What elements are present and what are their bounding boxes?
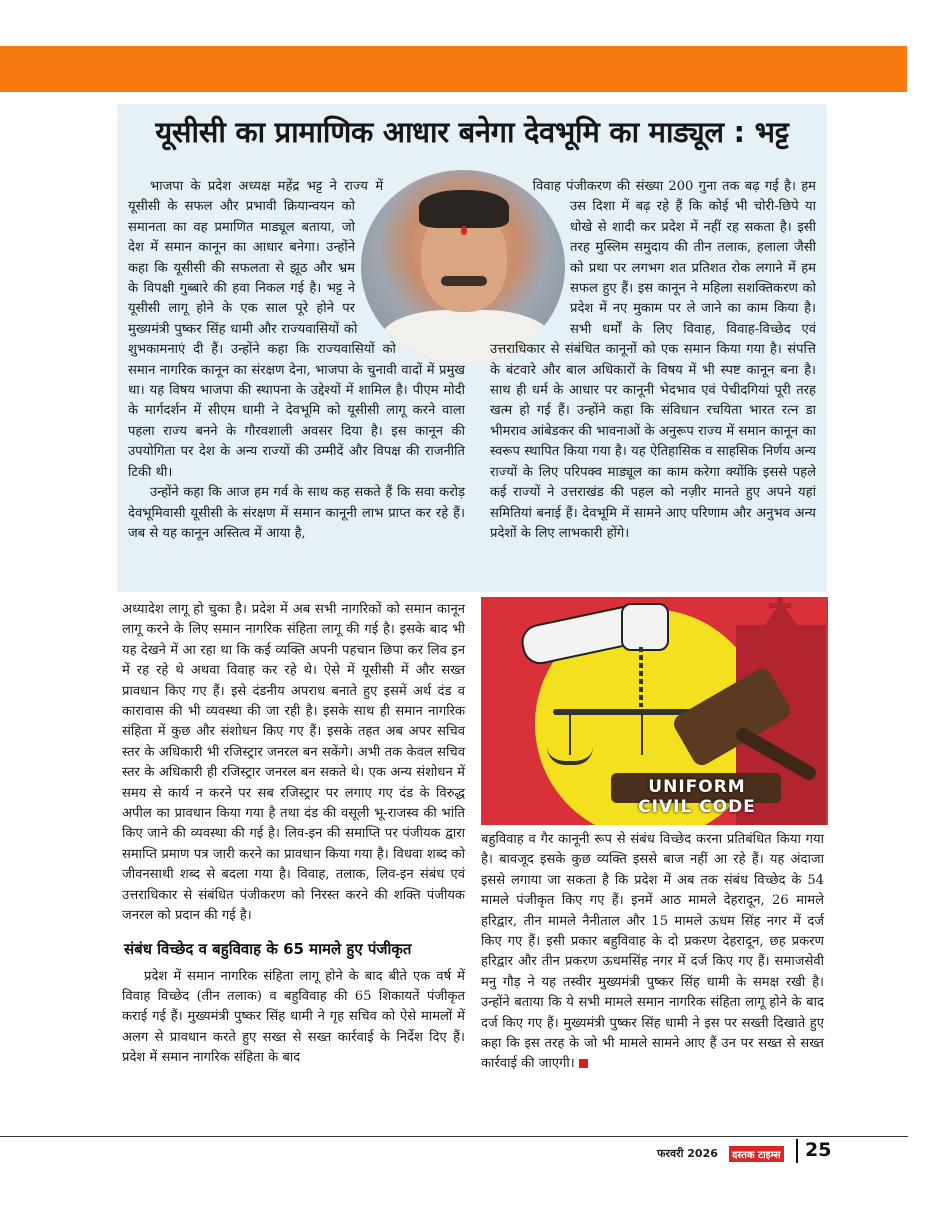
chain-icon bbox=[639, 647, 643, 707]
intro-left-paragraph-2: उन्होंने कहा कि आज हम गर्व के साथ कह सकते हैं कि सवा करोड़ देवभूमिवासी यूसीसी के संरक्षण में समान कानूनी लाभ प्राप्त कर रहे हैं। जब से यह कानून अस्तित्व में आया है, bbox=[128, 485, 465, 541]
cross-icon bbox=[777, 597, 783, 619]
body-column-right bbox=[481, 830, 824, 1075]
body-right-text: बहुविवाह व गैर कानूनी रूप से संबंध विच्छेद करना प्रतिबंधित किया गया है। बावजूद इसके कुछ व्यक्ति इससे बाज नहीं आ रहे हैं। यह अंदाजा इससे लगाया जा सकता है कि प्रदेश में अब तक संबंध विच्छेद के 54 मामले पंजीकृत किए गए हैं। इनमें आठ मामले देहरादून, 26 मामले हरिद्वार, तीन मामले नैनीताल और 15 मामले ऊधम सिंह नगर में दर्ज किए गए हैं। इसी प्रकार बहुविवाह के दो प्रकरण देहरादून, छह प्रकरण हरिद्वार और तीन प्रकरण ऊधमसिंह नगर में दर्ज किए गए हैं। समाजसेवी मनु गौड़ ने यह तस्वीर मुख्यमंत्री पुष्कर सिंह धामी के समक्ष रखी है। उन्होंने बताया कि ये सभी मामले समान नागरिक संहिता लागू होने के बाद दर्ज किए गए हैं। मुख्यमंत्री पुष्कर सिंह धामी ने इस पर सख्ती दिखाते हुए कहा कि इस तरह के जो भी मामले सामने आए हैं उन पर सख्त से सख्त कार्रवाई की जाएगी। bbox=[481, 832, 824, 1072]
end-square-icon bbox=[579, 1059, 588, 1068]
footer-date: फरवरी 2026 bbox=[657, 1147, 718, 1160]
intro-left-paragraph-1: भाजपा के प्रदेश अध्यक्ष महेंद्र भट्ट ने राज्य में यूसीसी के सफल और प्रभावी क्रियान्वयन को समानता का वह प्रमाणित माड्यूल बताया, जो देश में समान कानून का आधार बनेगा। उन्होंने कहा कि यूसीसी की सफलता से झूठ और भ्रम के विपक्षी गुब्बारे की हवा निकल गई है। भट्ट ने यूसीसी लागू होने के एक साल पूरे होने पर मुख्यमंत्री पुष्कर सिंह धामी और राज्यवासियों को शुभकामनाएं दी हैं। उन्होंने कहा कि राज्यवासियों को समान नागरिक कानून का संरक्षण देना, भाजपा के चुनावी वादों में प्रमुख था। यह विषय भाजपा की स्थापना के उद्देश्यों में शामिल है। पीएम मोदी के मार्गदर्शन में सीएम धामी ने देवभूमि को यूसीसी लागू करने वाला पहला राज्य बनने के गौरवशाली अवसर दिया है। इस कानून की उपयोगिता पर देश के अन्य राज्यों की उम्मीदें और विपक्ष की राजनीति टिकी थी। bbox=[128, 179, 465, 480]
footer-magazine-logo: दस्तक टाइम्स bbox=[729, 1146, 784, 1162]
header-band bbox=[0, 46, 907, 92]
body-column-left bbox=[122, 600, 465, 1069]
ucc-line-1: UNIFORM bbox=[648, 777, 746, 797]
ucc-line-2: CIVIL CODE bbox=[638, 797, 756, 817]
intro-column-right bbox=[490, 177, 816, 544]
body-right-paragraph-1 bbox=[481, 830, 824, 1075]
ucc-caption bbox=[613, 777, 781, 817]
page-number: 25 bbox=[805, 1139, 832, 1161]
fist-icon bbox=[621, 603, 669, 651]
footer-rule bbox=[0, 1136, 908, 1137]
body-left-paragraph-2: प्रदेश में समान नागरिक संहिता लागू होने के बाद बीते एक वर्ष में विवाह विच्छेद (तीन तलाक) व बहुविवाह की 65 शिकायतें पंजीकृत कराई गई हैं। मुख्यमंत्री पुष्कर सिंह धामी ने गृह सचिव को ऐसे मामलों में अलग से प्रावधान करते हुए सख्त से सख्त कार्रवाई के निर्देश दिए हैं। प्रदेश में समान नागरिक संहिता के बाद bbox=[122, 968, 465, 1066]
body-left-paragraph-1: अध्यादेश लागू हो चुका है। प्रदेश में अब सभी नागरिकों को समान कानून लागू करने के लिए समान नागरिक संहिता लागू की गई है। इसके बाद भी यह देखने में आ रहा था कि कई व्यक्ति अपनी पहचान छिपा कर लिव इन में रह रहे थे अथवा विवाह कर रहे थे। ऐसे में यूसीसी में और सख्त प्रावधान किए गए हैं। इसे दंडनीय अपराध बनाते हुए इसमें अर्थ दंड व कारावास की भी व्यवस्था की जा रही है। इसके साथ ही समान नागरिक संहिता में कुछ और संशोधन किए गए हैं। इसके तहत अब अपर सचिव स्तर के अधिकारी भी रजिस्ट्रार जनरल बन सकेंगे। अभी तक केवल सचिव स्तर के अधिकारी ही रजिस्ट्रार जनरल बन सकते थे। एक अन्य संशोधन में समय से कार्य न करने पर सब रजिस्ट्रार पर लगाए गए दंड के विरुद्ध अपील का प्रावधान किया गया है तथा दंड की वसूली भू-राजस्व की भांति किए जाने की व्यवस्था की गई है। लिव-इन की समाप्ति पर पंजीयक द्वारा समाप्ति प्रमाण पत्र जारी करने का प्रावधान किया गया है। विधवा शब्द को जीवनसाथी शब्द से बदला गया है। विवाह, तलाक, लिव-इन संबंध एवं उत्तराधिकार से संबंधित पंजीकरण को निरस्त करने की शक्ति पंजीयक जनरल को प्रदान की गई है। bbox=[122, 602, 465, 924]
scale-string-middle bbox=[641, 715, 643, 755]
photo-wrap-space-right bbox=[490, 177, 570, 357]
intro-right-paragraph: विवाह पंजीकरण की संख्या 200 गुना तक बढ़ गई है। हम उस दिशा में बढ़ रहे हैं कि कोई भी चोरी-छिपे या धोखे से शादी कर प्रदेश में नहीं रह सकता है। इसी तरह मुस्लिम समुदाय की तीन तलाक, हलाला जैसी को प्रथा पर लगभग शत प्रतिशत रोक लगाने में हम सफल हुए हैं। इस कानून ने महिला सशक्तिकरण को प्रदेश में नए मुकाम पर ले जाने का काम किया है। सभी धर्मों के लिए विवाह, विवाह-विच्छेद एवं उत्तराधिकार से संबंधित कानूनों को एक समान किया गया है। संपत्ति के बंटवारे और बाल अधिकारों के विषय में भी स्पष्ट कानून बना है। साथ ही धर्म के आधार पर कानूनी भेदभाव एवं पेचीदगियां पूरी तरह खत्म हो गई हैं। उन्होंने कहा कि संविधान रचयिता भारत रत्न डा भीमराव आंबेडकर की भावनाओं के अनुरूप राज्य में समान कानून का स्वरूप स्थापित किया गया है। यह ऐतिहासिक व साहसिक निर्णय अन्य राज्यों के लिए परिपक्व माड्यूल का काम करेगा क्योंकि इससे पहले कई राज्यों ने उत्तराखंड की पहल को नज़ीर मानते हुए अपने यहां समितियां बनाई हैं। देवभूमि में सामने आए परिणाम और अनुभव अन्य प्रदेशों के लिए लाभकारी होंगे। bbox=[490, 179, 816, 541]
headline: यूसीसी का प्रामाणिक आधार बनेगा देवभूमि का माड्यूल : भट्ट bbox=[155, 115, 789, 149]
uniform-civil-code-illustration bbox=[481, 597, 828, 825]
section-subheading: संबंध विच्छेद व बहुविवाह के 65 मामले हुए पंजीकृत bbox=[124, 939, 412, 958]
footer-separator bbox=[796, 1139, 798, 1163]
cross-bar-icon bbox=[769, 603, 791, 608]
intro-column-left bbox=[128, 177, 465, 544]
photo-wrap-space bbox=[355, 177, 465, 357]
